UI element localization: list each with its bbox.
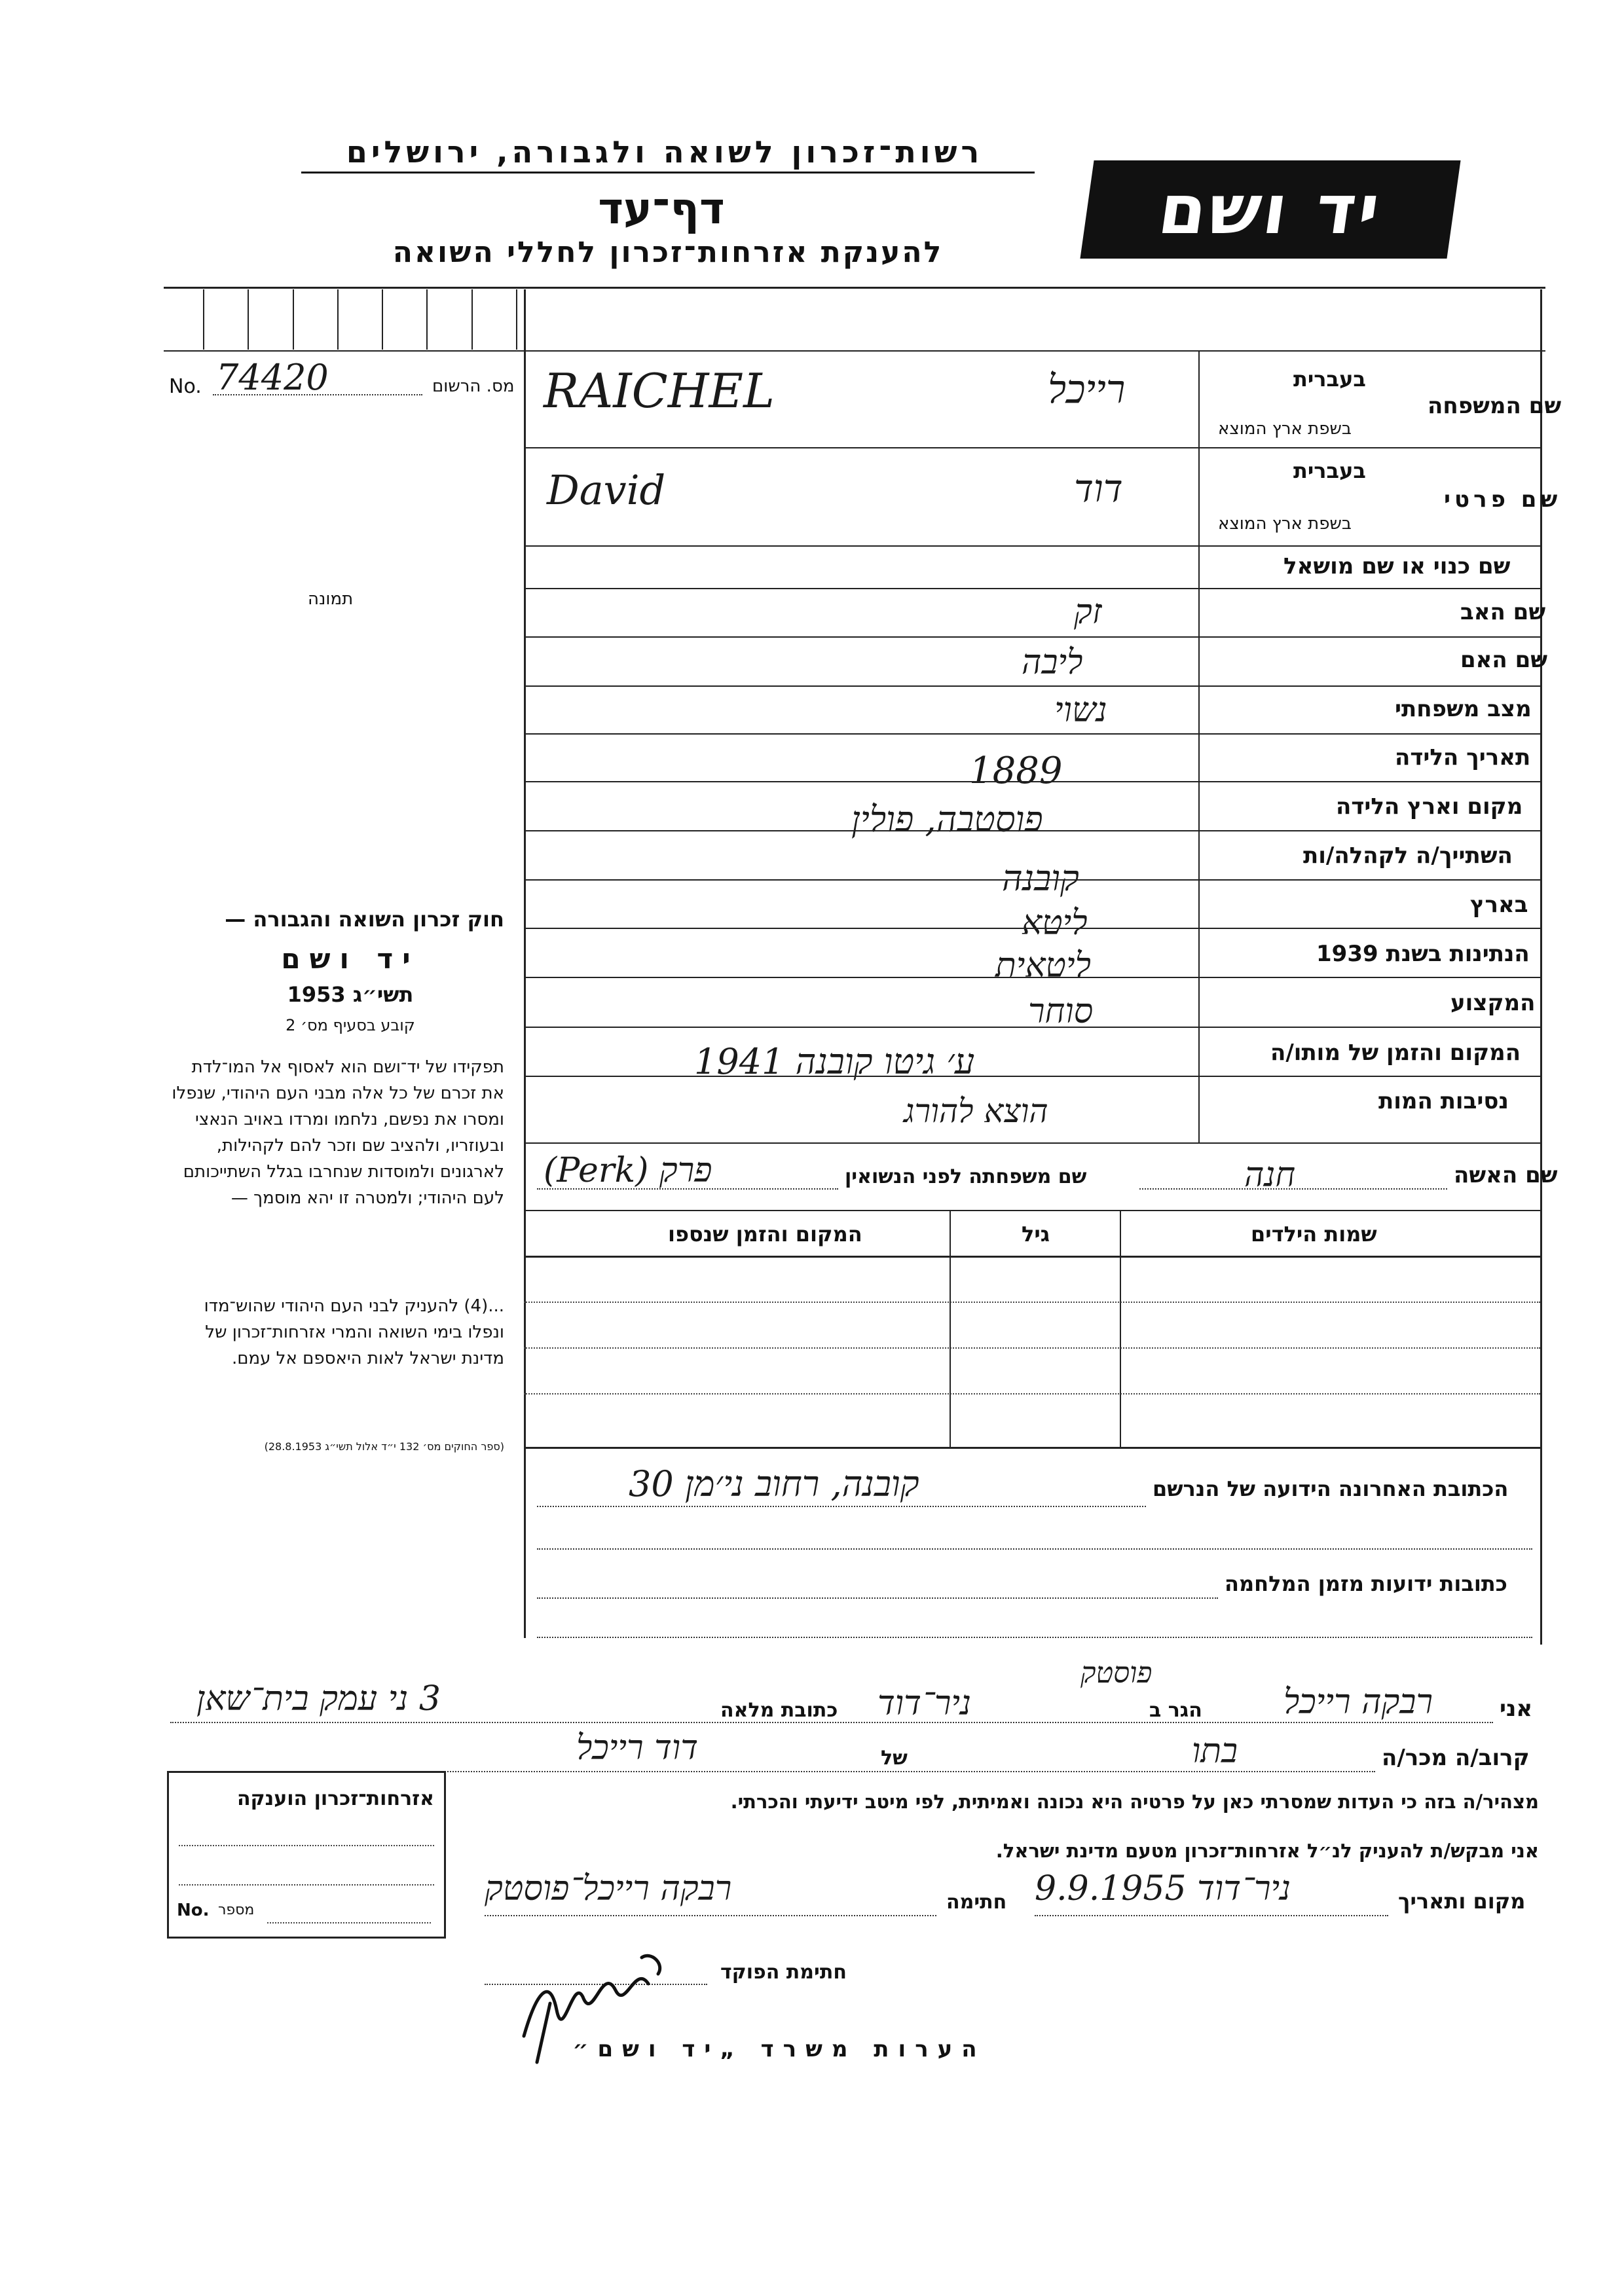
family-name-hebrew: רייכל: [1048, 367, 1126, 412]
signature-label: חתימה: [946, 1891, 1007, 1914]
law-paragraph-1: תפקידו של יד־ושם הוא לאסוף אל המו־לדת את זכרם של כל אלה מבני העם היהודי, שנפלו ומסרו את נפשם, נלחמו ומרדו באויב הנאצי ובעוזריו, ולהציב שם וזכר להם לקהילות, לארגונים ולמוסדות שנחרבו בגלל השתייכותם לעם היהודי; ולמטרה זו יהא מוסמך —: [172, 1057, 504, 1208]
death-label: המקום והזמן של מותו/ה: [1270, 1040, 1521, 1066]
citizenship-value: ליטאית: [995, 946, 1091, 985]
citizenship-box-title: אזרחות־זכרון הוענקה: [236, 1787, 434, 1810]
document-title: דף־עד: [598, 183, 725, 234]
label-column-divider: [1198, 350, 1200, 1142]
declarant-added-name: פוסטק: [1080, 1656, 1153, 1690]
law-title: חוק זכרון השואה והגבורה —: [225, 907, 504, 932]
law-paragraph-2: ...(4) להעניק לבני העם היהודי שהוש־מדו ונפלו בימי השואה והמרי אזרחות־זכרון של מדינת ישראל לאות היאספם אל עמם.: [204, 1296, 504, 1368]
origin-lang-label-2: בשפת ארץ המוצא: [1218, 514, 1352, 534]
row-line-4: [524, 636, 1540, 638]
form-top-border: [164, 287, 1545, 289]
citizenship-number-label: מספר: [218, 1902, 255, 1918]
of-value: דוד רייכל: [576, 1728, 699, 1768]
of-label: של: [881, 1747, 908, 1770]
row-line-3: [524, 588, 1540, 589]
family-name-label: שם המשפחה: [1428, 393, 1562, 419]
country-label: בארץ: [1470, 892, 1528, 918]
row-line-11: [524, 977, 1540, 978]
hebrew-label: בעברית: [1293, 367, 1366, 392]
mother-label: שם האם: [1460, 647, 1548, 673]
father-value: זק: [1074, 592, 1102, 632]
profession-value: סוחר: [1028, 992, 1094, 1031]
circumstances-label: נסיבות המות: [1378, 1088, 1509, 1114]
row-line-12: [524, 1027, 1540, 1028]
family-name-origin: RAICHEL: [544, 363, 775, 418]
place-date-value: ניר־דוד 9.9.1955: [1035, 1869, 1291, 1908]
full-address-label: כתובת מלאה: [720, 1699, 838, 1722]
birth-place-value: פוסטבה, פולין: [851, 799, 1043, 840]
wartime-line-2: [537, 1637, 1532, 1638]
birth-place-label: מקום וארץ הלידה: [1336, 793, 1523, 820]
declarant-address: 3 ני עמק בית־שאן: [196, 1679, 441, 1719]
last-address-label: הכתובת האחרונה הידועה של הנרשם: [1153, 1476, 1509, 1501]
declarant-signature: רבקה רייכל־פוסטק: [485, 1869, 732, 1908]
last-address-line-2: [537, 1548, 1532, 1550]
row-line-1: [524, 447, 1540, 448]
declarant-ani: אני: [1500, 1696, 1533, 1722]
community-value: קובנה: [1002, 858, 1079, 899]
registration-prefix: No.: [169, 375, 202, 398]
children-death-header: המקום והזמן שנספו: [668, 1222, 862, 1247]
office-notes: הערות משרד „יד ושם״: [572, 2036, 986, 2062]
wife-label: שם האשה: [1454, 1162, 1558, 1188]
law-source: (ספר החוקים מס׳ 132 י״ד אלול תשי״ג 28.8.1953): [264, 1440, 504, 1453]
citizenship-box: [167, 1771, 446, 1939]
row-line-2: [524, 545, 1540, 547]
row-line-14: [524, 1142, 1540, 1144]
place-date-line: [1035, 1915, 1388, 1916]
logo-text: יד ושם: [1153, 170, 1388, 249]
registration-number: 74420: [216, 357, 329, 398]
declarant-city: ניר־דוד: [877, 1684, 971, 1723]
document-subtitle: להענקת אזרחות־זכרון לחללי השואה: [392, 236, 944, 269]
nickname-label: שם כנוי או שם מושאל: [1283, 553, 1511, 579]
community-label: השתייך/ה לקהלה/ות: [1303, 843, 1513, 869]
maiden-name-value: (Perk) פרק: [544, 1151, 712, 1190]
maiden-name-label: שם משפחתה לפני הנשואין: [845, 1165, 1087, 1188]
place-date-label: מקום ותאריך: [1398, 1889, 1526, 1914]
circumstances-value: הוצא להורג: [904, 1092, 1048, 1130]
yad-vashem-logo: [1080, 160, 1460, 259]
declarant-line-1: [170, 1722, 1493, 1723]
row-line-8: [524, 830, 1540, 831]
declaration-text: מצהיר/ה בזה כי העדות שמסרתי כאן על פרטיה היא נכונה ואמיתית, לפי מיטב ידיעתי והכרתי.: [730, 1791, 1539, 1813]
first-name-label: שם פרטי: [1444, 486, 1562, 513]
boxes-bottom-line: [164, 350, 1545, 352]
first-name-origin: David: [547, 466, 666, 514]
mother-value: ליבה: [1022, 643, 1083, 682]
death-value: ע׳ גיטו קובנה 1941: [694, 1041, 975, 1082]
children-table-bottom: [524, 1447, 1540, 1449]
citizenship-no-prefix: No.: [177, 1901, 210, 1920]
law-name: יד ושם: [281, 943, 420, 975]
row-line-9: [524, 879, 1540, 881]
marital-value: נשוי: [1054, 691, 1107, 730]
children-names-header: שמות הילדים: [1251, 1222, 1377, 1247]
marital-label: מצב משפחתי: [1395, 696, 1532, 722]
last-address-value: קובנה, רחוב ני׳מן 30: [629, 1463, 919, 1504]
row-line-10: [524, 928, 1540, 929]
officer-signature-label: חתימת הפוקד: [720, 1961, 847, 1984]
hebrew-label-2: בעברית: [1293, 458, 1366, 483]
origin-lang-label: בשפת ארץ המוצא: [1218, 419, 1352, 439]
id-number-boxes: [203, 289, 517, 350]
relation-value: בתו: [1192, 1732, 1238, 1771]
photo-label: תמונה: [308, 589, 354, 609]
country-value: ליטא: [1022, 903, 1088, 943]
last-address-line: [537, 1506, 1146, 1507]
declarant-name: רבקה רייכל: [1283, 1683, 1433, 1722]
children-age-header: גיל: [1022, 1222, 1050, 1247]
row-line-13: [524, 1076, 1540, 1077]
relation-label: קרוב/ה מכר/ה: [1382, 1745, 1530, 1771]
first-name-hebrew: דוד: [1074, 466, 1123, 511]
wartime-address-label: כתובות ידועות מזמן המלחמה: [1225, 1571, 1507, 1596]
birth-date-value: 1889: [969, 750, 1063, 792]
citizenship-label: הנתינות בשנת 1939: [1316, 941, 1530, 967]
row-line-5: [524, 685, 1540, 687]
request-text: אני מבקש/ת להעניק לנ״ל אזרחות־זכרון מטעם מדינת ישראל.: [995, 1840, 1539, 1862]
wife-value: חנה: [1244, 1156, 1296, 1195]
authority-name: רשות־זכרון לשואה ולגבורה, ירושלים: [346, 134, 984, 170]
signature-line: [485, 1915, 936, 1916]
law-clause: קובע בסעיף מס׳ 2: [286, 1016, 415, 1034]
wartime-line: [537, 1597, 1218, 1599]
row-line-6: [524, 733, 1540, 735]
row-line-7: [524, 781, 1540, 782]
registration-label: מס. הרשום: [432, 376, 515, 396]
birth-date-label: תאריך הלידה: [1395, 744, 1531, 771]
resident-of-label: הגר ב: [1149, 1699, 1202, 1722]
profession-label: המקצוע: [1450, 990, 1536, 1016]
children-table: [524, 1210, 1540, 1447]
authority-underline: [301, 172, 1035, 173]
father-label: שם האב: [1460, 599, 1546, 625]
law-year: תשי״ג 1953: [287, 982, 414, 1007]
